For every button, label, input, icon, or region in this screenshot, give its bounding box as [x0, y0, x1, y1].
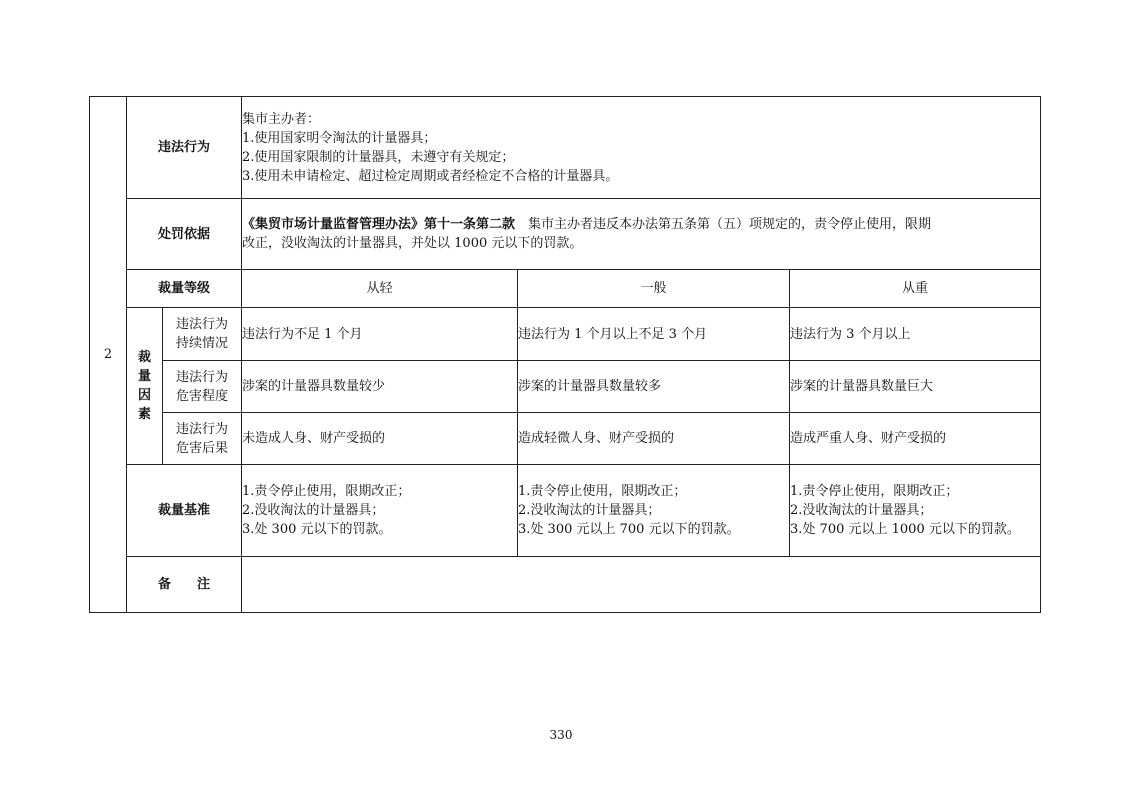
- factor-name: 违法行为 持续情况: [163, 308, 242, 361]
- violation-line: 2.使用国家限制的计量器具，未遵守有关规定；: [242, 149, 515, 165]
- level-heavy: 从重: [790, 270, 1041, 308]
- violation-row: [90, 97, 1041, 199]
- factor-row: [90, 413, 1041, 465]
- factor-light: 未造成人身、财产受损的: [242, 413, 518, 465]
- factor-row: [90, 308, 1041, 361]
- factor-light: 涉案的计量器具数量较少: [242, 361, 518, 413]
- violation-line: 3.使用未申请检定、超过检定周期或者经检定不合格的计量器具。: [242, 168, 619, 184]
- page-number: 330: [549, 728, 573, 742]
- factor-name: 违法行为 危害后果: [163, 413, 242, 465]
- remark-value: [242, 557, 1041, 613]
- basis-title: 《集贸市场计量监督管理办法》第十一条第二款: [242, 217, 516, 232]
- standard-normal: 1.责令停止使用，限期改正； 2.没收淘汰的计量器具； 3.处 300 元以上 700 元以下的罚款。: [518, 465, 790, 557]
- factor-normal: 涉案的计量器具数量较多: [518, 361, 790, 413]
- violation-line: 1.使用国家明令淘汰的计量器具；: [242, 130, 437, 146]
- basis-text-line1: 集市主办者违反本办法第五条第（五）项规定的，责令停止使用，限期: [515, 217, 932, 232]
- factor-heavy: 违法行为 3 个月以上: [790, 308, 1041, 361]
- basis-text: [242, 199, 1041, 270]
- factor-heavy: 涉案的计量器具数量巨大: [790, 361, 1041, 413]
- basis-text-line2: 改正，没收淘汰的计量器具，并处以 1000 元以下的罚款。: [242, 236, 583, 251]
- level-light: 从轻: [242, 270, 518, 308]
- factor-name: 违法行为 危害程度: [163, 361, 242, 413]
- level-row: [90, 270, 1041, 308]
- standard-light: 1.责令停止使用，限期改正； 2.没收淘汰的计量器具； 3.处 300 元以下的罚款。: [242, 465, 518, 557]
- level-normal: 一般: [518, 270, 790, 308]
- factors-label: 裁 量 因 素: [127, 308, 163, 465]
- violation-line: 集市主办者：: [242, 111, 321, 127]
- basis-row: [90, 199, 1041, 270]
- penalty-discretion-table: [89, 96, 1041, 613]
- basis-label: 处罚依据: [127, 199, 242, 270]
- remark-label: 备 注: [127, 557, 242, 613]
- violation-text: [242, 97, 1041, 199]
- factor-heavy: 造成严重人身、财产受损的: [790, 413, 1041, 465]
- row-number: 2: [90, 97, 127, 613]
- remark-row: [90, 557, 1041, 613]
- standard-label: 裁量基准: [127, 465, 242, 557]
- factor-light: 违法行为不足 1 个月: [242, 308, 518, 361]
- factor-normal: 造成轻微人身、财产受损的: [518, 413, 790, 465]
- standard-heavy: 1.责令停止使用，限期改正； 2.没收淘汰的计量器具； 3.处 700 元以上 1000 元以下的罚款。: [790, 465, 1041, 557]
- standard-row: [90, 465, 1041, 557]
- level-label: 裁量等级: [127, 270, 242, 308]
- factor-normal: 违法行为 1 个月以上不足 3 个月: [518, 308, 790, 361]
- factor-row: [90, 361, 1041, 413]
- violation-label: 违法行为: [127, 97, 242, 199]
